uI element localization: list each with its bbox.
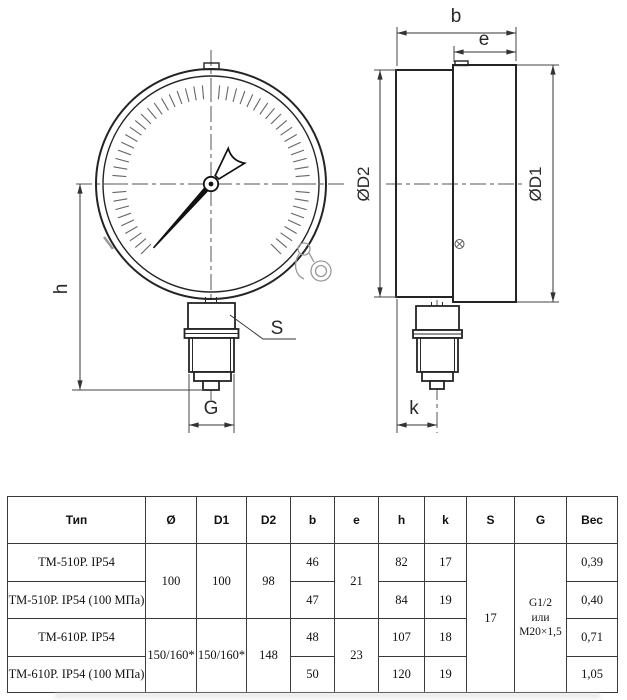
table-row (8, 544, 618, 582)
header-row (8, 497, 618, 544)
cell-d1-group2: 150/160* (197, 619, 247, 693)
cell-b-3: 48 (291, 619, 335, 657)
col-header-type: Тип (8, 497, 146, 544)
front-view (51, 50, 348, 433)
dim-label-e: e (478, 29, 490, 50)
callout-s (230, 315, 296, 339)
cell-b-4: 50 (291, 657, 335, 693)
dim-label-d2: ØD2 (354, 166, 373, 202)
side-stem-nipple (430, 381, 444, 389)
cell-diameter-group1: 100 (146, 544, 197, 619)
cell-d2-group2: 148 (247, 619, 291, 693)
gauge-needle (153, 187, 209, 249)
g-thread-line1: G1/2 (529, 596, 552, 609)
cell-h-4: 120 (379, 657, 425, 693)
dim-label-k: k (409, 398, 419, 419)
front-stem-step (194, 372, 231, 381)
cell-s-all: 17 (467, 544, 515, 693)
col-header-e: e (335, 497, 379, 544)
cell-k-2: 19 (425, 582, 467, 619)
col-header-weight: Вес (567, 497, 618, 544)
cell-b-2: 47 (291, 582, 335, 619)
cell-g-all (515, 544, 567, 693)
g-thread-line2: или (531, 611, 550, 624)
cell-type-4: ТМ-610Р. IP54 (100 МПа) (8, 657, 146, 693)
side-stem-step (422, 372, 453, 381)
side-vent-screw (455, 240, 464, 249)
dimension-b (397, 6, 516, 66)
front-hex-nut (188, 303, 235, 329)
col-header-g: G (515, 497, 567, 544)
cell-weight-2: 0,40 (567, 582, 618, 619)
cell-e-group2: 23 (335, 619, 379, 693)
side-hex-nut (416, 306, 459, 330)
col-header-diameter: Ø (146, 497, 197, 544)
cell-d1-group1: 100 (197, 544, 247, 619)
col-header-h: h (379, 497, 425, 544)
front-threaded-fitting (189, 338, 234, 372)
cell-h-3: 107 (379, 619, 425, 657)
cell-h-2: 84 (379, 582, 425, 619)
dimension-e (454, 29, 516, 62)
cell-b-1: 46 (291, 544, 335, 582)
col-header-b: b (291, 497, 335, 544)
cell-k-3: 18 (425, 619, 467, 657)
spec-table (7, 496, 618, 693)
cell-k-1: 17 (425, 544, 467, 582)
vent-plug (296, 243, 331, 281)
cell-weight-3: 0,71 (567, 619, 618, 657)
col-header-k: k (425, 497, 467, 544)
side-top-tab (455, 61, 468, 66)
cell-k-4: 19 (425, 657, 467, 693)
side-stem (413, 302, 462, 389)
cell-diameter-group2: 150/160* (146, 619, 197, 693)
cell-weight-4: 1,05 (567, 657, 618, 693)
side-threaded-fitting (417, 338, 458, 372)
col-header-d2: D2 (247, 497, 291, 544)
side-view (354, 6, 559, 433)
col-header-s: S (467, 497, 515, 544)
front-stem (185, 297, 239, 390)
cell-type-1: ТМ-510Р. IP54 (8, 544, 146, 582)
cell-type-3: ТМ-610Р. IP54 (8, 619, 146, 657)
dim-label-d1: ØD1 (526, 166, 545, 202)
needle-counterweight (215, 148, 244, 179)
cell-e-group1: 21 (335, 544, 379, 619)
cell-weight-1: 0,39 (567, 544, 618, 582)
scan-artifact (55, 693, 600, 698)
g-thread-line3: M20×1,5 (519, 626, 562, 639)
needle-hub-pin (209, 182, 214, 187)
dim-label-s: S (270, 318, 284, 339)
dimension-d1 (517, 65, 559, 302)
col-header-d1: D1 (197, 497, 247, 544)
cell-d2-group1: 98 (247, 544, 291, 619)
cell-type-2: ТМ-510Р. IP54 (100 МПа) (8, 582, 146, 619)
front-stem-nipple (203, 381, 219, 390)
dim-label-h: h (51, 283, 72, 295)
cell-h-1: 82 (379, 544, 425, 582)
dim-label-b: b (450, 6, 462, 27)
dim-label-g: G (203, 398, 219, 419)
